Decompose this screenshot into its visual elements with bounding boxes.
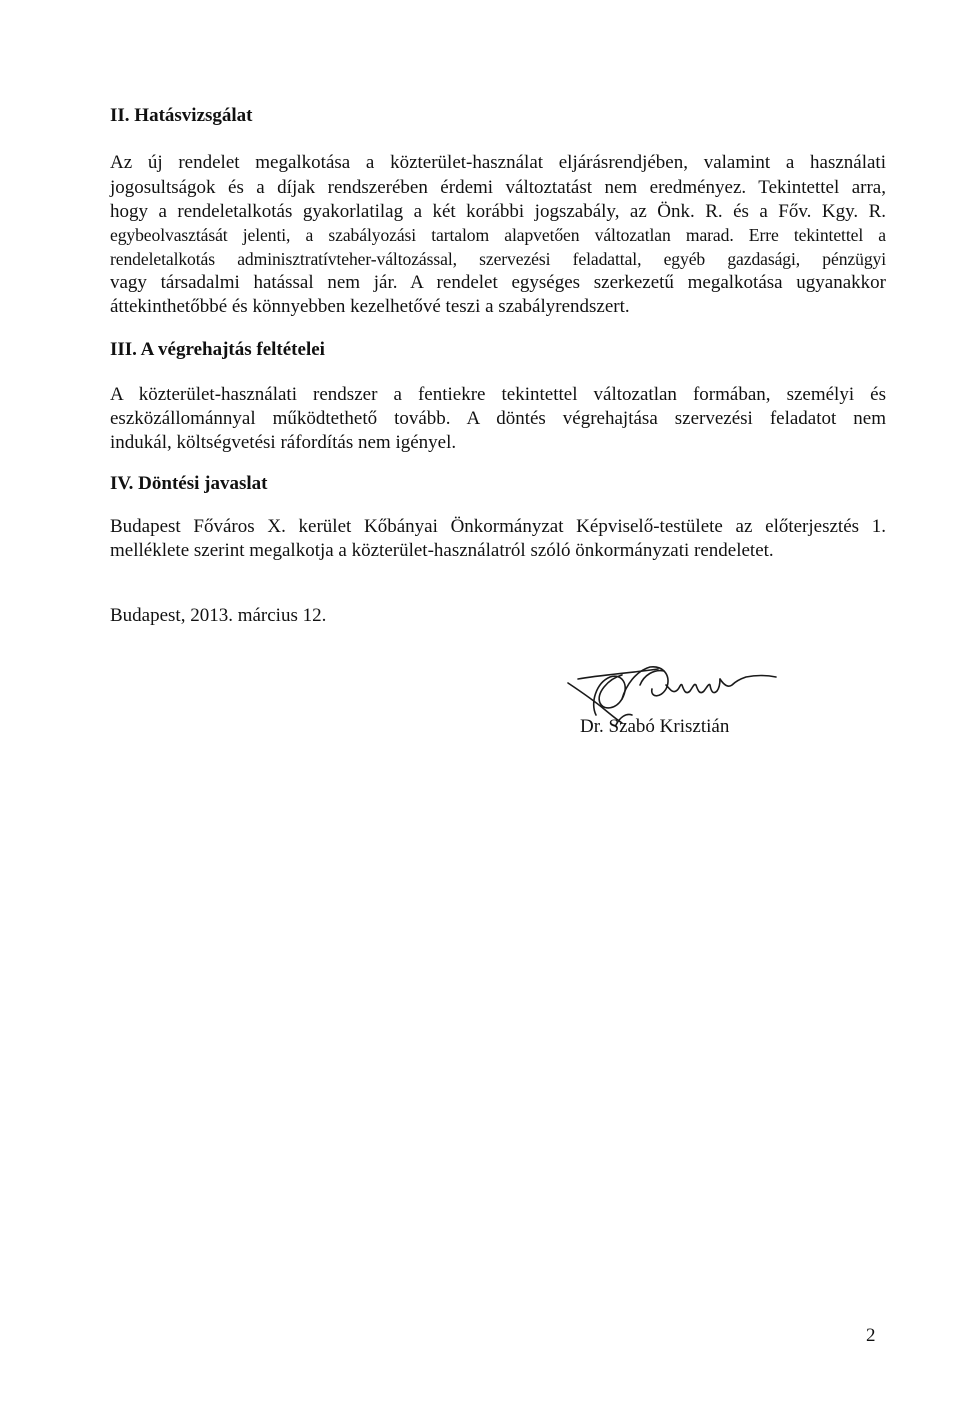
paragraph-line: jogosultságok és a díjak rendszerében érdemi változtatást nem eredményez. Tekintettel arra, — [110, 177, 886, 198]
paragraph-line: A közterület-használati rendszer a fentiekre tekintettel változatlan formában, személyi és — [110, 384, 886, 405]
paragraph-line: vagy társadalmi hatással nem jár. A rendelet egységes szerkezetű megalkotása ugyanakkor — [110, 272, 886, 293]
paragraph-line: Az új rendelet megalkotása a közterület-használat eljárásrendjében, valamint a használati — [110, 152, 886, 173]
section-heading-hatasvizsgalat: II. Hatásvizsgálat — [110, 105, 253, 126]
paragraph-line: indukál, költségvetési ráfordítás nem igényel. — [110, 432, 457, 453]
signatory-name: Dr. Szabó Krisztián — [580, 716, 730, 737]
paragraph-line: rendeletalkotás adminisztratívteher-változással, szervezési feladattal, egyéb gazdasági, pénzügyi — [110, 249, 886, 269]
paragraph-line: egybeolvasztását jelenti, a szabályozási tartalom alapvetően változatlan marad. Erre tekintettel a — [110, 225, 886, 245]
paragraph-line: hogy a rendeletalkotás gyakorlatilag a két korábbi jogszabály, az Önk. R. és a Főv. Kgy. R. — [110, 201, 886, 222]
paragraph-line: Budapest Főváros X. kerület Kőbányai Önkormányzat Képviselő-testülete az előterjesztés 1. — [110, 516, 886, 537]
paragraph-line: melléklete szerint megalkotja a közterület-használatról szóló önkormányzati rendeletet. — [110, 540, 774, 561]
paragraph-line: áttekinthetőbbé és könnyebben kezelhetővé teszi a szabályrendszert. — [110, 296, 630, 317]
section-heading-dontesi-javaslat: IV. Döntési javaslat — [110, 473, 268, 494]
date-line: Budapest, 2013. március 12. — [110, 605, 327, 626]
paragraph-line: eszközállománnyal működtethető tovább. A döntés végrehajtása szervezési feladatot nem — [110, 408, 886, 429]
section-heading-vegrehajtas: III. A végrehajtás feltételei — [110, 339, 325, 360]
page-number: 2 — [866, 1325, 876, 1346]
